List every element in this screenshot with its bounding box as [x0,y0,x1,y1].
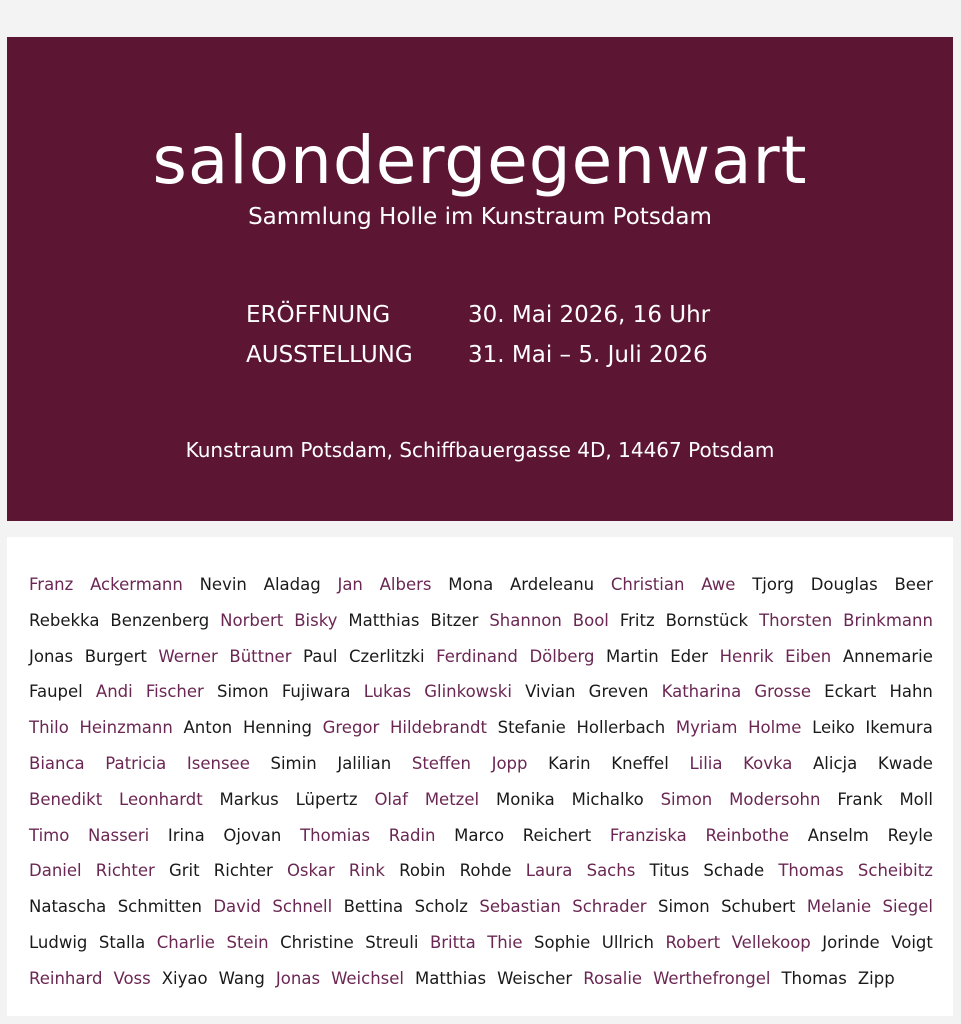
artist-name-word: Vivian [525,682,576,702]
opening-row [246,295,710,335]
artist-name-word: Dölberg [529,646,595,666]
artist-name-word: Jonas [275,968,321,988]
artist-name-word: Paul [303,646,338,666]
artist-name-word: Matthias [415,968,487,988]
artist-name-word: Wang [218,968,265,988]
artist-name-word: Nasseri [88,825,150,845]
artist-name-word: Bettina [343,897,404,917]
artist-name-word: Lukas [363,682,412,702]
artist-name-word: Thomias [300,825,371,845]
artist-name-word: Thomas [778,861,844,881]
artist-name-word: Holme [748,718,802,738]
artist-name-word: Czerlitzki [348,646,425,666]
artist-name-word: Sachs [586,861,636,881]
artist-line [29,746,933,782]
artist-name-word: Martin [606,646,659,666]
artist-name-word: Thomas [781,968,847,988]
artist-list-panel [7,537,953,1016]
artist-name-word: Beer [894,575,933,594]
exhibition-row [246,335,710,375]
artist-name-word: Bitzer [430,610,479,630]
artist-name-word: Ferdinand [436,646,518,666]
artist-name-word: Patricia [105,753,167,773]
artist-name-word: Nevin [199,575,247,594]
artist-name-word: Kovka [743,753,793,773]
artist-name-word: Schrader [572,897,647,917]
artist-name-word: Simon [216,682,269,702]
artist-name-word: Mona [448,575,494,594]
artist-name-word: Oskar [286,861,335,881]
artist-name-word: Xiyao [161,968,208,988]
artist-name-word: Melanie [806,897,872,917]
artist-name-word: Alicja [813,753,858,773]
artist-name-word: Bianca [29,753,85,773]
artist-name-word: Thie [487,932,523,952]
artist-name-word: Tjorg [752,575,794,594]
artist-name-word: Sebastian [479,897,561,917]
exhibition-label: AUSSTELLUNG [246,342,413,368]
artist-name-word: Douglas [810,575,878,594]
artist-name-word: Schnell [272,897,333,917]
artist-name-word: Reinbothe [705,825,790,845]
artist-name-word: Timo [29,825,70,845]
artist-name-word: Weichsel [331,968,405,988]
artist-name-word: Burgert [84,646,147,666]
artist-name-word: Stalla [98,932,146,952]
artist-line [29,782,933,818]
artist-name-word: Marco [454,825,505,845]
artist-name-word: Katharina [661,682,742,702]
artist-name-word: Britta [429,932,476,952]
artist-name-word: Reinhard [29,968,103,988]
artist-name-word: Jorinde [822,932,880,952]
artist-name-word: Schubert [721,897,796,917]
artist-name-word: Anselm [807,825,869,845]
artist-name-word: Leonhardt [119,789,203,809]
artist-name-word: Michalko [571,789,644,809]
artist-name-word: Bornstück [665,610,749,630]
artist-name-word: Jalilian [337,753,392,773]
artist-name-word: Karin [548,753,591,773]
artist-name-word: Grosse [754,682,811,702]
artist-name-word: Metzel [424,789,480,809]
artist-line [29,961,933,997]
artist-name-word: Greven [588,682,649,702]
artist-name-word: Rebekka [29,610,100,630]
artist-name-word: Radin [388,825,436,845]
artist-list [29,567,933,997]
artist-name-word: Irina [167,825,205,845]
artist-name-word: Werthefrongel [653,968,771,988]
opening-label: ERÖFFNUNG [246,302,391,328]
artist-name-word: Christian [610,575,685,594]
artist-name-word: Hollerbach [576,718,666,738]
artist-name-word: Glinkowski [424,682,512,702]
artist-line [29,710,933,746]
artist-name-word: Voss [113,968,151,988]
artist-name-word: Franziska [609,825,687,845]
artist-name-word: Fritz [619,610,655,630]
artist-name-word: Zipp [857,968,895,988]
artist-name-word: Lilia [689,753,723,773]
artist-line [29,889,933,925]
artist-name-word: Markus [219,789,279,809]
artist-name-word: Charlie [156,932,215,952]
artist-name-word: Christine [280,932,354,952]
artist-name-word: Franz [29,575,74,594]
artist-line [29,925,933,961]
artist-name-word: Ikemura [865,718,933,738]
artist-name-word: Robin [399,861,446,881]
artist-name-word: Weischer [497,968,573,988]
artist-line [29,674,933,710]
artist-name-word: Gregor [322,718,380,738]
artist-name-word: Moll [899,789,933,809]
artist-name-word: Norbert [220,610,284,630]
artist-name-word: Brinkmann [843,610,933,630]
artist-line [29,603,933,639]
artist-name-word: Rink [348,861,385,881]
artist-name-word: Ojovan [223,825,282,845]
artist-name-word: Isensee [186,753,250,773]
exhibition-dates [246,295,710,375]
artist-name-word: Stein [226,932,269,952]
artist-name-word: Reichert [522,825,592,845]
artist-name-word: Thilo [29,718,69,738]
exhibition-header [7,37,953,521]
artist-name-word: Henning [242,718,312,738]
artist-line [29,853,933,889]
artist-name-word: Stefanie [497,718,566,738]
artist-name-word: Büttner [229,646,292,666]
artist-name-word: Olaf [374,789,408,809]
artist-name-word: Natascha [29,897,107,917]
artist-name-word: Fujiwara [281,682,351,702]
artist-name-word: Schmitten [117,897,202,917]
artist-name-word: Schade [703,861,765,881]
artist-name-word: Heinzmann [79,718,173,738]
artist-name-word: Streuli [365,932,419,952]
artist-name-word: Hahn [889,682,933,702]
artist-name-word: Benzenberg [110,610,210,630]
artist-name-word: Simon [660,789,713,809]
artist-name-word: Frank [837,789,883,809]
opening-date: 30. Mai 2026, 16 Uhr [468,302,711,328]
artist-name-word: Ludwig [29,932,88,952]
artist-name-word: Siegel [882,897,933,917]
artist-name-word: Bisky [294,610,338,630]
artist-name-word: Kneffel [611,753,669,773]
artist-name-word: Andi [95,682,133,702]
artist-name-word: Faupel [29,682,83,702]
artist-name-word: Lüpertz [295,789,358,809]
artist-name-word: Eder [670,646,709,666]
artist-name-word: Myriam [675,718,738,738]
artist-name-word: David [213,897,261,917]
artist-name-word: Henrik [719,646,774,666]
artist-name-word: Hildebrandt [389,718,487,738]
artist-name-word: Eckart [824,682,877,702]
artist-name-word: Monika [495,789,555,809]
artist-name-word: Kwade [877,753,933,773]
artist-name-word: Daniel [29,861,82,881]
artist-name-word: Modersohn [729,789,821,809]
artist-name-word: Awe [701,575,736,594]
artist-name-word: Richter [95,861,155,881]
venue-address: Kunstraum Potsdam, Schiffbauergasse 4D, 14467 Potsdam [185,438,775,462]
artist-name-word: Matthias [348,610,420,630]
artist-name-word: Leiko [812,718,855,738]
artist-name-word: Rosalie [583,968,643,988]
artist-name-word: Jan [337,575,363,594]
artist-name-word: Jopp [491,753,528,773]
artist-name-word: Eiben [785,646,832,666]
artist-name-word: Bool [572,610,609,630]
artist-name-word: Jonas [29,646,74,666]
artist-name-word: Richter [213,861,273,881]
artist-name-word: Titus [649,861,690,881]
artist-name-word: Shannon [489,610,562,630]
exhibition-subtitle: Sammlung Holle im Kunstraum Potsdam [248,204,712,230]
artist-name-word: Werner [158,646,218,666]
artist-name-word: Laura [525,861,573,881]
artist-name-word: Scholz [414,897,468,917]
artist-name-word: Ardeleanu [509,575,595,594]
artist-name-word: Rohde [459,861,512,881]
artist-name-word: Voigt [891,932,933,952]
artist-name-word: Aladag [263,575,321,594]
artist-name-word: Ullrich [601,932,654,952]
artist-name-word: Albers [379,575,432,594]
artist-name-word: Anton [183,718,233,738]
artist-name-word: Annemarie [842,646,933,666]
artist-name-word: Ackermann [90,575,183,594]
artist-name-word: Benedikt [29,789,103,809]
artist-name-word: Vellekoop [731,932,811,952]
artist-name-word: Sophie [534,932,591,952]
artist-name-word: Steffen [411,753,471,773]
artist-name-word: Scheibitz [857,861,933,881]
artist-line [29,639,933,675]
artist-name-word: Simin [270,753,317,773]
artist-name-word: Simon [657,897,710,917]
artist-name-word: Thorsten [759,610,833,630]
artist-name-word: Robert [665,932,721,952]
exhibition-period: 31. Mai – 5. Juli 2026 [468,342,708,368]
artist-name-word: Grit [168,861,200,881]
artist-name-word: Reyle [887,825,933,845]
artist-name-word: Fischer [145,682,204,702]
exhibition-title: salondergegenwart [152,122,808,199]
artist-line [29,818,933,854]
artist-line [29,567,933,603]
